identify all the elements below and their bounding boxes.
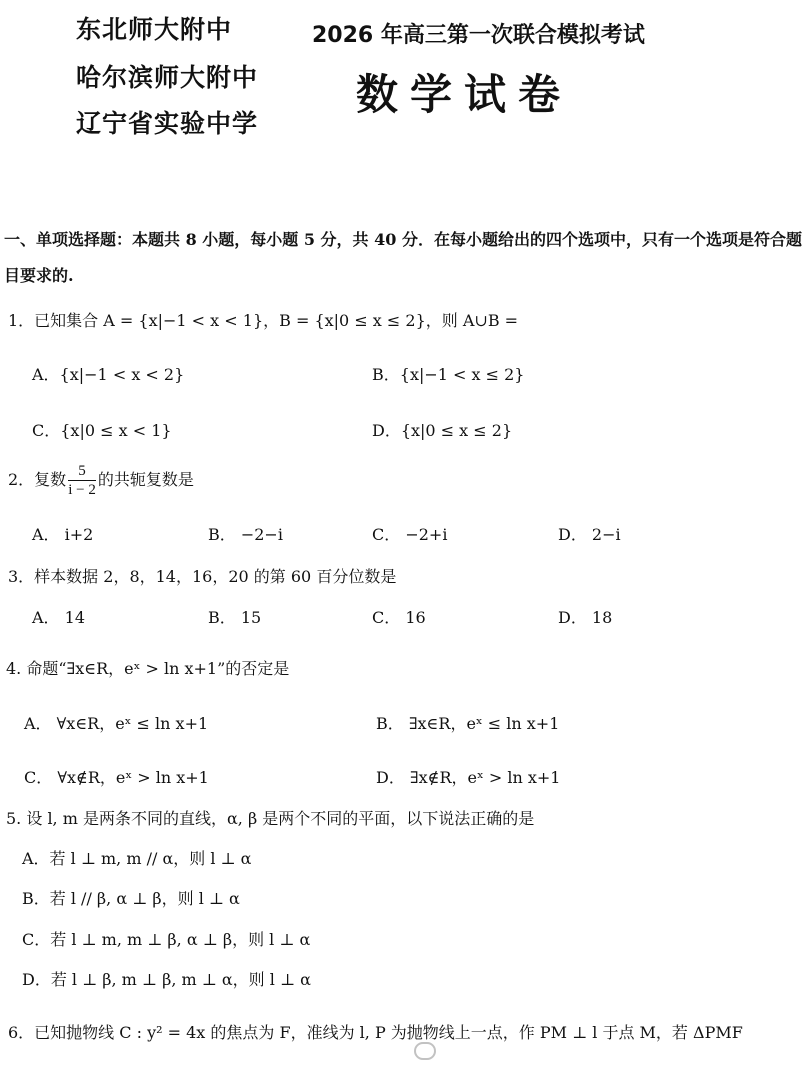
question-1-option-d: D．{x|0 ≤ x ≤ 2}: [372, 421, 513, 440]
chat-bubble-icon: [414, 1042, 436, 1060]
watermark: [414, 1042, 440, 1060]
question-4-option-a: A． ∀x∈R，eˣ ≤ ln x+1: [24, 714, 209, 733]
question-2-option-d: D． 2−i: [558, 525, 621, 544]
question-5-option-a: A．若 l ⊥ m, m // α，则 l ⊥ α: [22, 849, 252, 868]
school-name-1: 东北师大附中: [76, 15, 233, 44]
fraction-denominator: i − 2: [68, 482, 96, 498]
question-5-option-c: C．若 l ⊥ m, m ⊥ β, α ⊥ β，则 l ⊥ α: [22, 930, 311, 949]
school-name-3: 辽宁省实验中学: [76, 109, 259, 138]
question-4-stem: 4. 命题“∃x∈R，eˣ > ln x+1”的否定是: [6, 659, 290, 678]
question-4-option-b: B． ∃x∈R，eˣ ≤ ln x+1: [376, 714, 560, 733]
question-2-suffix: 的共轭复数是: [97, 470, 194, 489]
question-5-option-b: B．若 l // β, α ⊥ β，则 l ⊥ α: [22, 889, 240, 908]
question-2-option-b: B． −2−i: [208, 525, 283, 544]
question-2-fraction: [68, 462, 96, 499]
question-3-option-c: C． 16: [372, 608, 426, 627]
question-1-option-c: C．{x|0 ≤ x < 1}: [32, 421, 172, 440]
question-4-option-c: C． ∀x∉R，eˣ > ln x+1: [24, 768, 209, 787]
question-2-option-a: A． i+2: [32, 525, 94, 544]
question-5-option-d: D．若 l ⊥ β, m ⊥ β, m ⊥ α，则 l ⊥ α: [22, 970, 311, 989]
paper-title: 数学试卷: [356, 70, 573, 119]
question-3-option-d: D． 18: [558, 608, 613, 627]
question-6-stem: 6．已知抛物线 C : y² = 4x 的焦点为 F，准线为 l, P 为抛物线上一点，作 PM ⊥ l 于点 M，若 ΔPMF: [8, 1023, 743, 1042]
question-2-option-c: C． −2+i: [372, 525, 448, 544]
question-2-stem: [8, 462, 194, 499]
question-2-prefix: 2．复数: [8, 470, 67, 489]
question-4-option-d: D． ∃x∉R，eˣ > ln x+1: [376, 768, 561, 787]
question-3-option-a: A． 14: [32, 608, 86, 627]
exam-title: 2026 年高三第一次联合模拟考试: [312, 23, 645, 48]
fraction-numerator: 5: [68, 462, 96, 481]
question-5-stem: 5. 设 l, m 是两条不同的直线，α, β 是两个不同的平面，以下说法正确的是: [6, 809, 535, 828]
section-heading: 一、单项选择题：本题共 8 小题，每小题 5 分，共 40 分．在每小题给出的四个选项中，只有一个选项是符合题目要求的.: [4, 230, 802, 285]
question-1-option-a: A．{x|−1 < x < 2}: [32, 365, 185, 384]
question-1-option-b: B．{x|−1 < x ≤ 2}: [372, 365, 525, 384]
question-3-option-b: B． 15: [208, 608, 262, 627]
school-name-2: 哈尔滨师大附中: [76, 63, 259, 92]
question-3-stem: 3．样本数据 2，8，14，16，20 的第 60 百分位数是: [8, 567, 397, 586]
question-1-stem: 1．已知集合 A = {x|−1 < x < 1}，B = {x|0 ≤ x ≤ 2}，则 A∪B =: [8, 311, 519, 330]
